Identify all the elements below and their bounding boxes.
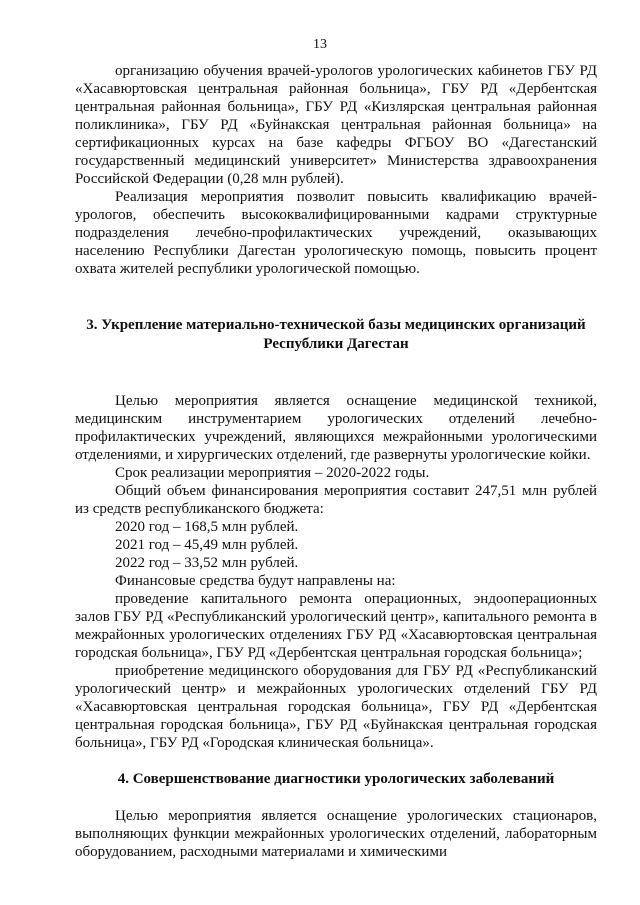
document-body	[75, 62, 597, 861]
paragraph-term: Срок реализации мероприятия – 2020-2022 годы.	[115, 465, 430, 481]
section-heading-4: 4. Совершенствование диагностики урологических заболеваний	[117, 771, 555, 787]
paragraph-volume: Общий объем финансирования мероприятия составит 247,51 млн рублей из средств республиканского бюджета:	[75, 483, 597, 517]
year-2020-amount: 2020 год – 168,5 млн рублей.	[115, 519, 299, 535]
year-2022-amount: 2022 год – 33,52 млн рублей.	[115, 555, 299, 571]
paragraph-goal: Целью мероприятия является оснащение медицинской техникой, медицинским инструментарием урологических отделений лечебно-профилактических учреждений, являющихся межрайонными урологическими отделениями, и хирургических отделений, где развернуты урологические койки.	[75, 393, 597, 463]
page-number: 13	[313, 37, 327, 52]
paragraph-outcome: Реализация мероприятия позволит повысить квалификацию врачей-урологов, обеспечить высококвалифицированными кадрами структурные подразделения лечебно-профилактических учреждений, оказывающих населению Республики Дагестан урологическую помощь, повысить процент охвата жителей республики урологической помощью.	[75, 189, 597, 277]
paragraph-directed: Финансовые средства будут направлены на:	[115, 573, 396, 589]
paragraph-training: организацию обучения врачей-урологов урологических кабинетов ГБУ РД «Хасавюртовская центральная районная больница», ГБУ РД «Дербентская центральная районная больница», ГБУ РД «Кизлярская центральная районная поликлиника», ГБУ РД «Буйнакская центральная районная больница» на сертификационных курсах на базе кафедры ФГБОУ ВО «Дагестанский государственный медицинский университет» Министерства здравоохранения Российской Федерации (0,28 млн рублей).	[75, 63, 597, 187]
year-2021-amount: 2021 год – 45,49 млн рублей.	[115, 537, 299, 553]
list-item-equipment: приобретение медицинского оборудования для ГБУ РД «Республиканский урологический центр» и межрайонных урологических отделений ГБУ РД «Хасавюртовская центральная городская больница», ГБУ РД «Дербентская центральная городская больница», ГБУ РД «Буйнакская центральная городская больница», ГБУ РД «Городская клиническая больница».	[75, 663, 597, 751]
list-item-repair: проведение капитального ремонта операционных, эндооперационных залов ГБУ РД «Республиканский урологический центр», капитального ремонта в межрайонных урологических отделениях ГБУ РД «Хасавюртовская центральная городская больница», ГБУ РД «Дербентская центральная городская больница»;	[75, 591, 597, 661]
paragraph-diagnostics-goal: Целью мероприятия является оснащение урологических стационаров, выполняющих функции межрайонных урологических отделений, лабораторным оборудованием, расходными материалами и химическими	[75, 808, 597, 860]
section-heading-3: 3. Укрепление материально-технической базы медицинских организаций Республики Дагестан	[86, 317, 586, 352]
